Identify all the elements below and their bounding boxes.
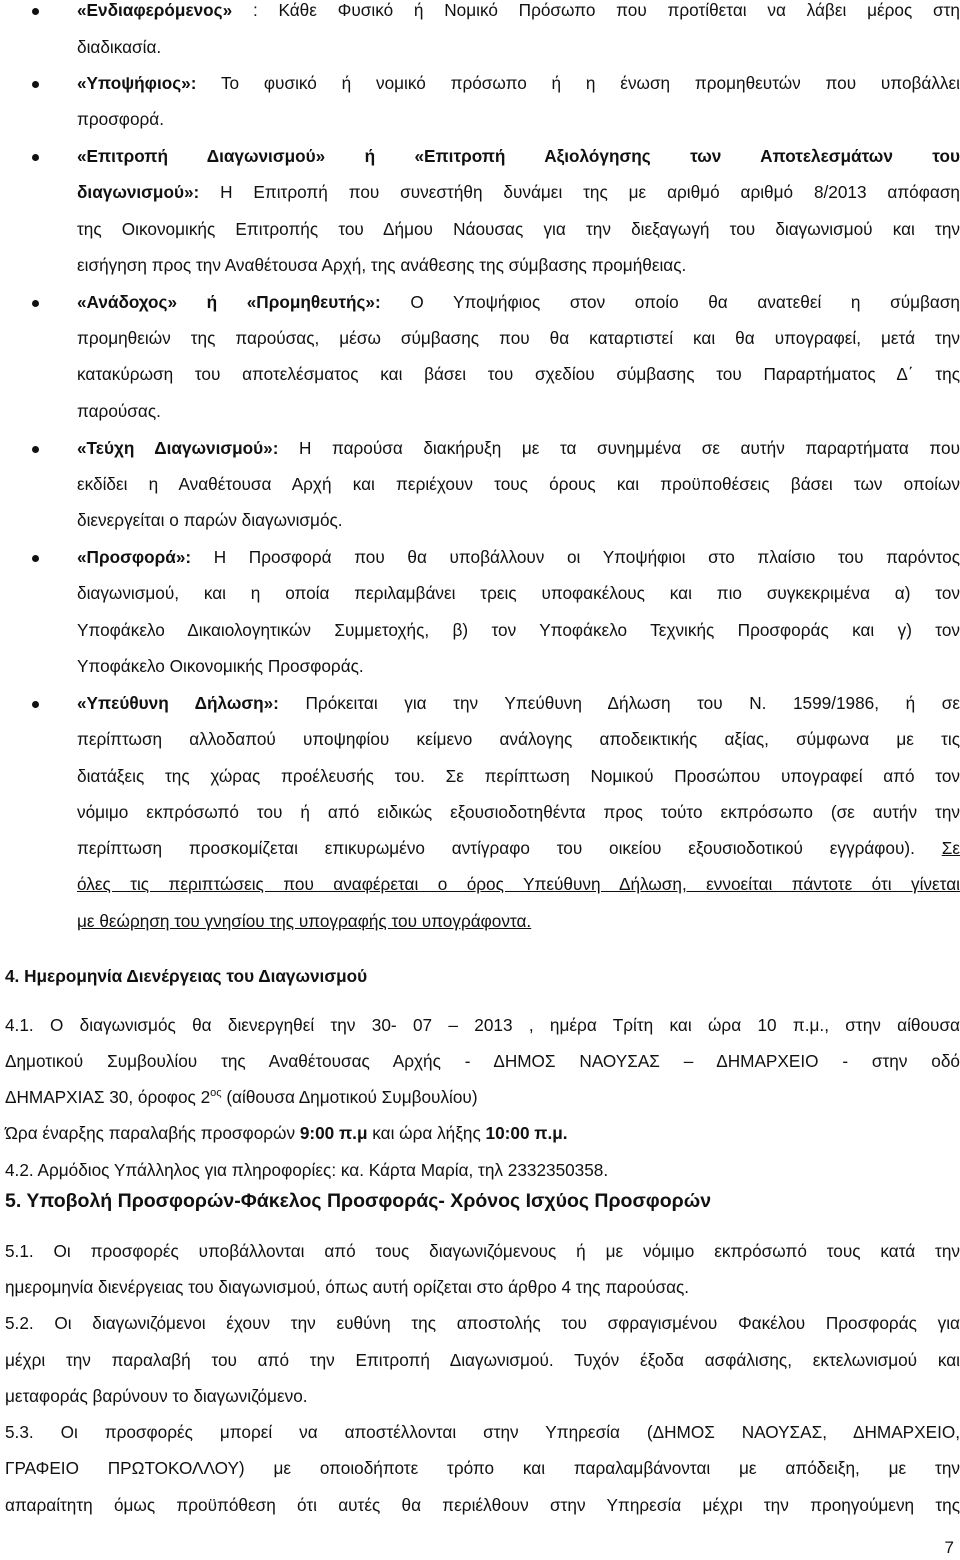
bullet-icon [32,8,39,15]
text-line: εισήγηση προς την Αναθέτουσα Αρχή, της ανάθεσης της σύμβασης προμήθειας. [77,255,687,275]
term: «Τεύχη Διαγωνισμού»: [77,438,279,458]
text-line [77,146,960,166]
text-line: ΓΡΑΦΕΙΟ ΠΡΩΤΟΚΟΛΛΟΥ) με οποιοδήποτε τρόπο και παραλαμβάνονται με απόδειξη, με την [5,1458,960,1478]
text-line: «Υπεύθυνη Δήλωση»: Πρόκειται για την Υπεύθυνη Δήλωση του Ν. 1599/1986, ή σε [77,693,960,713]
bullet-icon [32,154,39,161]
text-line: Ώρα έναρξης παραλαβής προσφορών 9:00 π.μ και ώρα λήξης 10:00 π.μ. [5,1123,568,1143]
term: «Ενδιαφερόμενος» [77,0,233,20]
text-line: 4.2. Αρμόδιος Υπάλληλος για πληροφορίες: κα. Κάρτα Μαρία, τηλ 2332350358. [5,1160,609,1180]
text-line: απαραίτητη όμως προϋπόθεση ότι αυτές θα περιέλθουν στην Υπηρεσία μέχρι την προηγούμενη της [5,1495,960,1515]
text-line: εκδίδει η Αναθέτουσα Αρχή και περιέχουν τους όρους και προϋποθέσεις βάσει των οποίων [77,474,960,494]
text-line: 5.2. Οι διαγωνιζόμενοι έχουν την ευθύνη της αποστολής του σφραγισμένου Φακέλου Προσφοράς για [5,1313,960,1333]
text-line: διατάξεις της χώρας προέλευσής του. Σε περίπτωση Νομικού Προσώπου υπογραφεί από τον [77,766,960,786]
text-line: ΔΗΜΑΡΧΙΑΣ 30, όροφος $2^{o\varsigma}$ (αίθουσα Δημοτικού Συμβουλίου) [5,1087,478,1107]
text-line: Υποφάκελο Δικαιολογητικών Συμμετοχής, β) τον Υποφάκελο Τεχνικής Προσφοράς και γ) τον [77,620,960,640]
text-line: όλες τις περιπτώσεις που αναφέρεται ο όρος Υπεύθυνη Δήλωση, εννοείται πάντοτε ότι γίνεται [77,874,960,894]
text-line: διαδικασία. [77,37,162,57]
text-line: ημερομηνία διενέργειας του διαγωνισμού, όπως αυτή ορίζεται στο άρθρο 4 της παρούσας. [5,1277,690,1297]
text-line: 5.3. Οι προσφορές μπορεί να αποστέλλονται στην Υπηρεσία (ΔΗΜΟΣ ΝΑΟΥΣΑΣ, ΔΗΜΑΡΧΕΙΟ, [5,1422,960,1442]
term: διαγωνισμού»: [77,182,200,202]
term: «Προσφορά»: [77,547,192,567]
text-line: μεταφοράς βαρύνουν το διαγωνιζόμενο. [5,1386,308,1406]
text-line: «Τεύχη Διαγωνισμού»: Η παρούσα διακήρυξη με τα συνημμένα σε αυτήν παραρτήματα που [77,438,960,458]
text-line: νόμιμο εκπρόσωπό του ή από ειδικώς εξουσιοδοτηθέντα προς τούτο εκπρόσωπο (σε αυτήν την [77,802,960,822]
bullet-icon [32,81,39,88]
section-heading: 4. Ημερομηνία Διενέργειας του Διαγωνισμού [5,966,368,986]
text-line: με θεώρηση του γνησίου της υπογραφής του υπογράφοντα. [77,911,532,931]
bullet-icon [32,701,39,708]
text-line: της Οικονομικής Επιτροπής του Δήμου Νάουσας για την διεξαγωγή του διαγωνισμού και την [77,219,960,239]
text-line: διαγωνισμού, και η οποία περιλαμβάνει τρεις υποφακέλους και πιο συγκεκριμένα α) τον [77,583,960,603]
text-line: παρούσας. [77,401,161,421]
text-line: «Υποψήφιος»: Το φυσικό ή νομικό πρόσωπο ή η ένωση προμηθευτών που υποβάλλει [77,73,960,93]
bullet-icon [32,300,39,307]
bullet-icon [32,555,39,562]
text-line: προσφορά. [77,109,164,129]
page-number: 7 [944,1538,954,1557]
term: «Ανάδοχος» ή «Προμηθευτής»: [77,292,381,312]
text-line: «Προσφορά»: Η Προσφορά που θα υποβάλλουν οι Υποψήφιοι στο πλαίσιο του παρόντος [77,547,960,567]
text-line: Υποφάκελο Οικονομικής Προσφοράς. [77,656,364,676]
text-line: μέχρι την παραλαβή του από την Επιτροπή Διαγωνισμού. Τυχόν έξοδα ασφάλισης, εκτελωνισμού και [5,1350,960,1370]
text-line: «Ανάδοχος» ή «Προμηθευτής»: Ο Υποψήφιος στον οποίο θα ανατεθεί η σύμβαση [77,292,960,312]
text-line: περίπτωση προσκομίζεται επικυρωμένο αντίγραφο του οικείου εξουσιοδοτικού εγγράφου). Σε [77,838,960,858]
text-line: «Ενδιαφερόμενος» : Κάθε Φυσικό ή Νομικό Πρόσωπο που προτίθεται να λάβει μέρος στη [77,0,960,20]
text-line: διαγωνισμού»: Η Επιτροπή που συνεστήθη δυνάμει της με αριθμό αριθμό 8/2013 απόφαση [77,182,960,202]
bullet-icon [32,446,39,453]
text-line: 4.1. Ο διαγωνισμός θα διενεργηθεί την 30- 07 – 2013 , ημέρα Τρίτη και ώρα 10 π.μ., στην αίθουσα [5,1015,960,1035]
text-line: Δημοτικού Συμβουλίου της Αναθέτουσας Αρχής - ΔΗΜΟΣ ΝΑΟΥΣΑΣ – ΔΗΜΑΡΧΕΙΟ - στην οδό [5,1051,960,1071]
term: «Επιτροπή Διαγωνισμού» ή «Επιτροπή Αξιολόγησης των Αποτελεσμάτων του [77,146,960,166]
text-line: κατακύρωση του αποτελέσματος και βάσει του σχεδίου σύμβασης του Παραρτήματος Δ΄ της [77,364,960,384]
text-line: 5.1. Οι προσφορές υποβάλλονται από τους διαγωνιζόμενους ή με νόμιμο εκπρόσωπό τους κατά την [5,1241,960,1261]
text-line: προμηθειών της παρούσας, μέσω σύμβασης που θα καταρτιστεί και θα υπογραφεί, μετά την [77,328,960,348]
term: «Υπεύθυνη Δήλωση»: [77,693,279,713]
section-heading: 5. Υποβολή Προσφορών-Φάκελος Προσφοράς- Χρόνος Ισχύος Προσφορών [5,1190,712,1212]
text-line: περίπτωση αλλοδαπού υποψηφίου κείμενο ανάλογης αποδεικτικής αξίας, σύμφωνα με τις [77,729,960,749]
text-line: διενεργείται ο παρών διαγωνισμός. [77,510,343,530]
term: «Υποψήφιος»: [77,73,197,93]
